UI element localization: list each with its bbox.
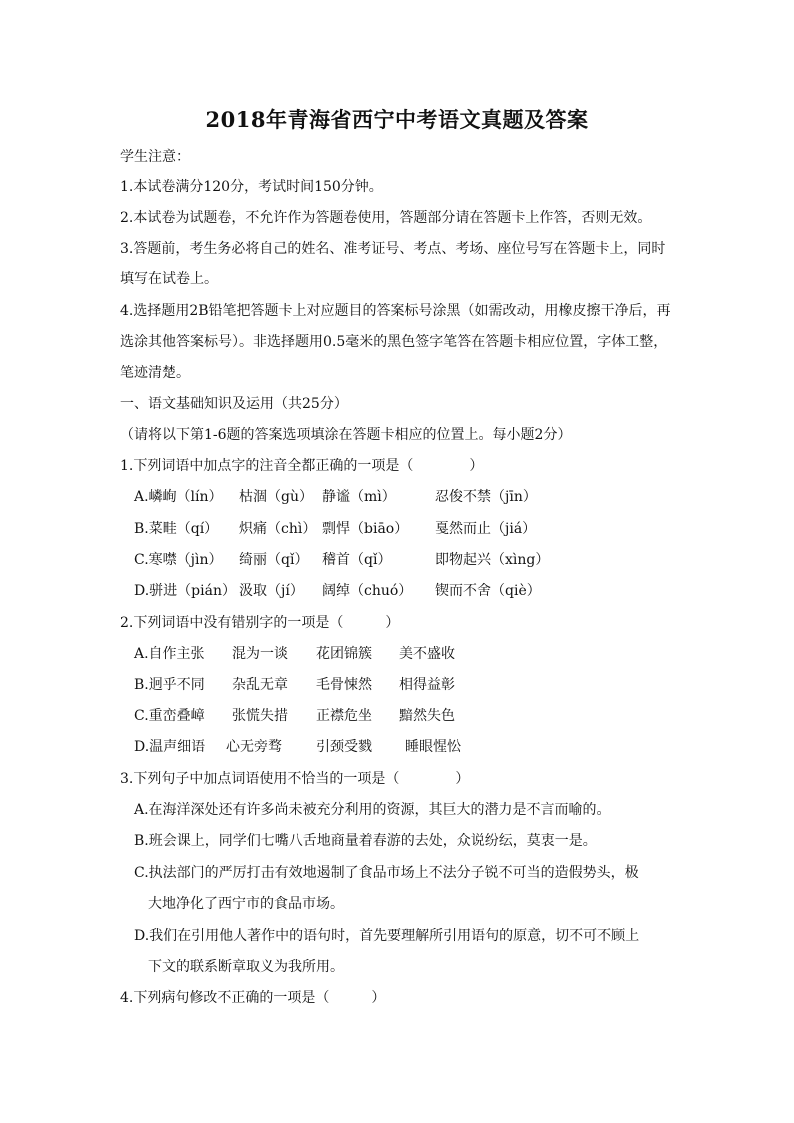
notice-item: 填写在试卷上。 (120, 271, 218, 287)
q2-option-b-word: 相得益彰 (399, 677, 455, 693)
q1-option-a-word: 静谧（mì） (322, 489, 396, 505)
q2-option-d: D.温声细语 (134, 739, 206, 755)
q1-option-a-word: 忍俊不禁（jīn） (435, 489, 537, 505)
q3-option-d-continued: 下文的联系断章取义为我所用。 (148, 959, 344, 975)
q1-option-b-word: 炽痛（chì） (239, 521, 317, 537)
q1-option-d-word: 汲取（jí） (239, 583, 304, 599)
q1-option-d-word: 锲而不舍（qiè） (435, 583, 541, 599)
q2-option-c: C.重峦叠嶂 (134, 708, 205, 724)
notice-item: 2.本试卷为试题卷，不允许作为答题卷使用，答题部分请在答题卡上作答，否则无效。 (120, 210, 652, 226)
q2-option-a-word: 混为一谈 (232, 646, 288, 662)
q1-option-d: D.骈进（pián） (134, 583, 236, 599)
q2-option-d-word: 心无旁骛 (226, 739, 282, 755)
q3-option-a: A.在海洋深处还有许多尚未被充分利用的资源，其巨大的潜力是不言而喻的。 (134, 802, 611, 818)
q1-option-a-word: 枯涸（gù） (239, 489, 313, 505)
notice-item: 1.本试卷满分120分，考试时间150分钟。 (120, 179, 383, 195)
q1-option-b-word: 剽悍（biāo） (322, 521, 409, 537)
q2-option-a-word: 花团锦簇 (316, 646, 372, 662)
notice-heading: 学生注意： (120, 149, 190, 165)
q1-option-a: A.嶙峋（lín） (134, 489, 223, 505)
section-instruction: （请将以下第1-6题的答案选项填涂在答题卡相应的位置上。每小题2分） (120, 427, 572, 443)
question-3-stem: 3.下列句子中加点词语使用不恰当的一项是（ ） (120, 771, 470, 787)
q3-option-c: C.执法部门的严厉打击有效地遏制了食品市场上不法分子锐不可当的造假势头，极 (134, 865, 639, 881)
page-title: 2018年青海省西宁中考语文真题及答案 (205, 107, 589, 132)
q2-option-a-word: 美不盛收 (399, 646, 455, 662)
notice-item: 笔迹清楚。 (120, 365, 190, 381)
q3-option-b: B.班会课上，同学们七嘴八舌地商量着春游的去处，众说纷纭，莫衷一是。 (134, 833, 597, 849)
question-2-stem: 2.下列词语中没有错别字的一项是（ ） (120, 615, 400, 631)
q3-option-c-continued: 大地净化了西宁市的食品市场。 (148, 896, 344, 912)
q1-option-c-word: 稽首（qǐ） (322, 552, 392, 568)
q2-option-c-word: 张慌失措 (232, 708, 288, 724)
q1-option-d-word: 阔绰（chuó） (322, 583, 413, 599)
q1-option-c-word: 即物起兴（xìng） (435, 552, 550, 568)
q1-option-b: B.菜畦（qí） (134, 521, 219, 537)
notice-item: 选涂其他答案标号）。非选择题用0.5毫米的黑色签字笔答在答题卡相应位置，字体工整， (120, 334, 668, 350)
q1-option-c: C.寒噤（jìn） (134, 552, 223, 568)
question-4-stem: 4.下列病句修改不正确的一项是（ ） (120, 990, 386, 1006)
q2-option-c-word: 正襟危坐 (316, 708, 372, 724)
q2-option-b: B.迥乎不同 (134, 677, 205, 693)
q2-option-a: A.自作主张 (134, 646, 205, 662)
q2-option-c-word: 黯然失色 (399, 708, 455, 724)
q1-option-b-word: 戛然而止（jiá） (435, 521, 537, 537)
question-1-stem: 1.下列词语中加点字的注音全都正确的一项是（ ） (120, 458, 484, 474)
notice-item: 3.答题前，考生务必将自己的姓名、准考证号、考点、考场、座位号写在答题卡上，同时 (120, 241, 666, 257)
q2-option-d-word: 睡眼惺忪 (405, 739, 461, 755)
q1-option-c-word: 绮丽（qǐ） (239, 552, 309, 568)
notice-item: 4.选择题用2B铅笔把答题卡上对应题目的答案标号涂黑（如需改动，用橡皮擦干净后，再 (120, 303, 671, 319)
section-heading: 一、语文基础知识及运用（共25分） (120, 396, 348, 412)
q2-option-b-word: 杂乱无章 (232, 677, 288, 693)
q2-option-b-word: 毛骨悚然 (316, 677, 372, 693)
q2-option-d-word: 引颈受戮 (316, 739, 372, 755)
q3-option-d: D.我们在引用他人著作中的语句时，首先要理解所引用语句的原意，切不可不顾上 (134, 928, 640, 944)
